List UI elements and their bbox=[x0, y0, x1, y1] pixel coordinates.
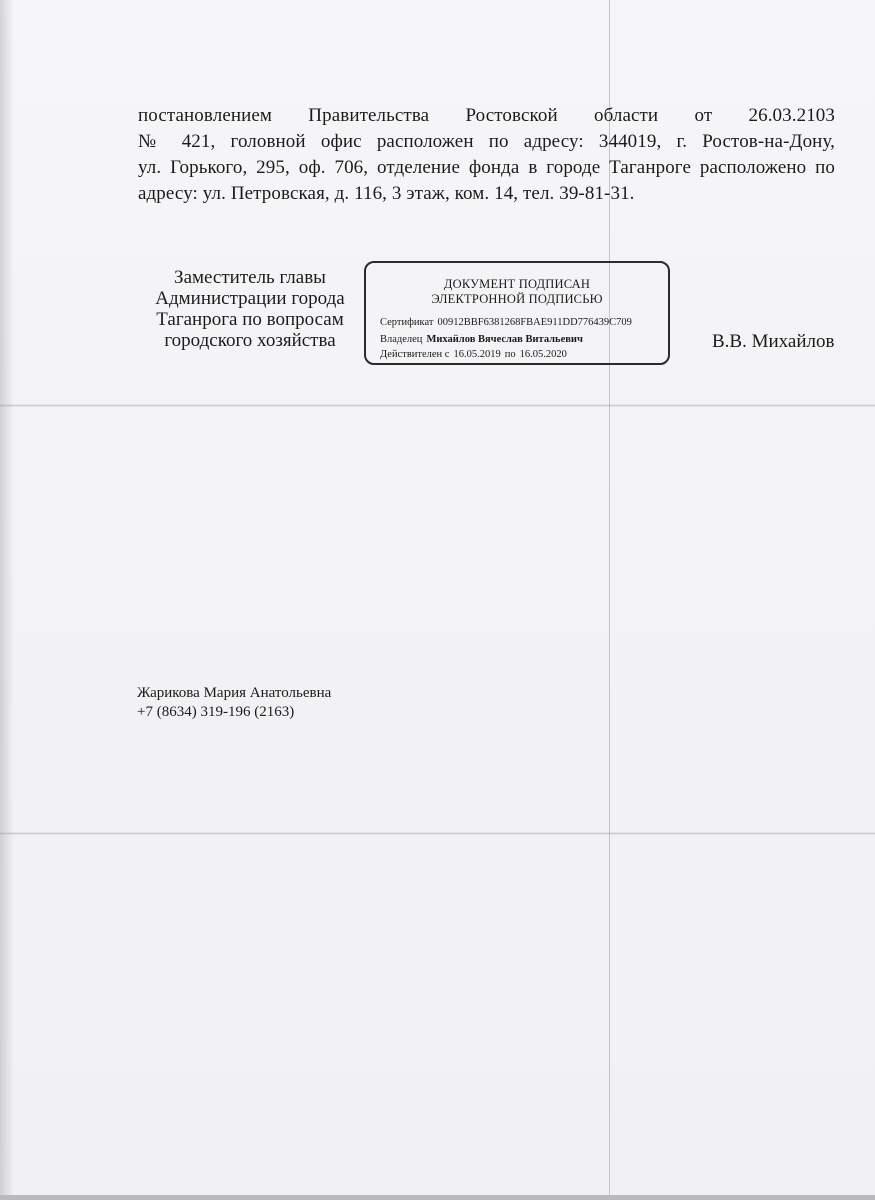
certificate-label: Сертификат bbox=[380, 317, 434, 328]
body-line: постановлением Правительства Ростовской области от 26.03.2103 bbox=[138, 105, 835, 126]
validity-label: Действителен с bbox=[380, 349, 450, 360]
page-bottom-edge bbox=[0, 1195, 875, 1200]
signer-position bbox=[140, 267, 360, 351]
stamp-title-line: ЭЛЕКТРОННОЙ ПОДПИСЬЮ bbox=[431, 292, 603, 306]
certificate-value: 00912BBF6381268FBAE911DD776439C709 bbox=[437, 317, 632, 328]
validity-to-label: по bbox=[504, 349, 516, 360]
body-paragraph bbox=[138, 103, 835, 207]
executor-name: Жарикова Мария Анатольевна bbox=[137, 685, 332, 701]
page-edge-shadow bbox=[0, 0, 14, 1200]
signer-position-line: городского хозяйства bbox=[164, 330, 336, 351]
valid-from: 16.05.2019 bbox=[453, 349, 501, 360]
signer-name: В.В. Михайлов bbox=[712, 331, 835, 352]
executor-block bbox=[137, 684, 331, 722]
body-line: адресу: ул. Петровская, д. 116, 3 этаж, ком. 14, тел. 39-81-31. bbox=[138, 183, 635, 204]
stamp-title-line: ДОКУМЕНТ ПОДПИСАН bbox=[443, 277, 591, 291]
body-line: ул. Горького, 295, оф. 706, отделение фонда в городе Таганроге расположено по bbox=[138, 157, 835, 178]
stamp-owner-row bbox=[380, 334, 583, 345]
stamp-title bbox=[366, 277, 668, 307]
valid-to: 16.05.2020 bbox=[519, 349, 567, 360]
executor-phone: +7 (8634) 319-196 (2163) bbox=[137, 704, 295, 720]
stamp-validity-row bbox=[380, 349, 567, 360]
signer-position-line: Таганрога по вопросам bbox=[156, 309, 344, 330]
owner-label: Владелец bbox=[380, 334, 423, 345]
stamp-certificate-row bbox=[380, 317, 632, 328]
owner-value: Михайлов Вячеслав Витальевич bbox=[426, 334, 583, 345]
signer-position-line: Администрации города bbox=[155, 288, 345, 309]
paper-fold bbox=[0, 404, 875, 407]
paper-fold bbox=[0, 832, 875, 835]
body-line: № 421, головной офис расположен по адресу: 344019, г. Ростов-на-Дону, bbox=[138, 131, 835, 152]
signer-position-line: Заместитель главы bbox=[174, 267, 326, 288]
electronic-signature-stamp bbox=[364, 261, 670, 365]
